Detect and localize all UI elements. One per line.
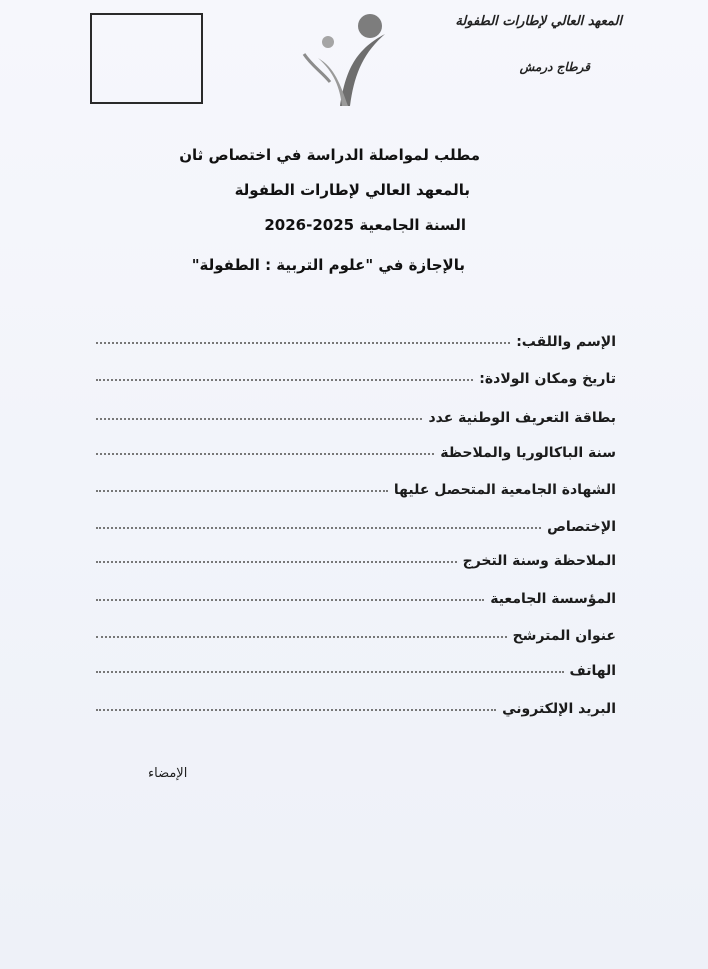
institute-city: قرطاج درمش (519, 60, 590, 74)
academic-year: السنة الجامعية 2025-2026 (264, 216, 466, 234)
institute-title: بالمعهد العالي لإطارات الطفولة (234, 181, 470, 199)
form-title: مطلب لمواصلة الدراسة في اختصاص ثان (179, 146, 480, 164)
field-label: سنة الباكالوريا والملاحظة (440, 445, 616, 461)
field-input-line[interactable] (96, 379, 473, 381)
field-address[interactable] (96, 620, 616, 644)
institute-name: المعهد العالي لإطارات الطفولة (455, 14, 622, 29)
field-input-line[interactable] (96, 709, 496, 711)
field-input-line[interactable] (96, 453, 434, 455)
field-bac[interactable] (96, 437, 616, 461)
field-input-line[interactable] (96, 527, 541, 529)
field-label: البريد الإلكتروني (502, 701, 616, 717)
field-input-line[interactable] (96, 599, 484, 601)
field-label: تاريخ ومكان الولادة: (479, 371, 616, 387)
field-input-line[interactable] (96, 636, 507, 638)
field-id-card[interactable] (96, 402, 616, 426)
field-input-line[interactable] (96, 490, 388, 492)
field-label: الهاتف (569, 663, 616, 679)
degree-title: بالإجازة في "علوم التربية : الطفولة" (191, 256, 465, 274)
field-grade-year[interactable] (96, 545, 616, 569)
field-degree[interactable] (96, 474, 616, 498)
field-label: عنوان المترشح (512, 628, 616, 644)
field-input-line[interactable] (96, 561, 457, 563)
field-input-line[interactable] (96, 671, 564, 673)
field-email[interactable] (96, 693, 616, 717)
photo-box (90, 13, 203, 104)
signature-label: الإمضاء (148, 766, 188, 781)
field-name[interactable] (96, 326, 616, 350)
field-label: الشهادة الجامعية المتحصل عليها (393, 482, 616, 498)
field-label: المؤسسة الجامعية (490, 591, 616, 607)
institute-logo (290, 6, 400, 116)
field-university[interactable] (96, 583, 616, 607)
field-birth[interactable] (96, 363, 616, 387)
field-label: الإسم واللقب: (516, 334, 616, 350)
field-label: الإختصاص (547, 519, 616, 535)
field-label: الملاحظة وسنة التخرج (462, 553, 616, 569)
field-input-line[interactable] (96, 418, 422, 420)
field-input-line[interactable] (96, 342, 510, 344)
field-label: بطاقة التعريف الوطنية عدد (428, 410, 616, 426)
field-phone[interactable] (96, 655, 616, 679)
field-specialty[interactable] (96, 511, 616, 535)
